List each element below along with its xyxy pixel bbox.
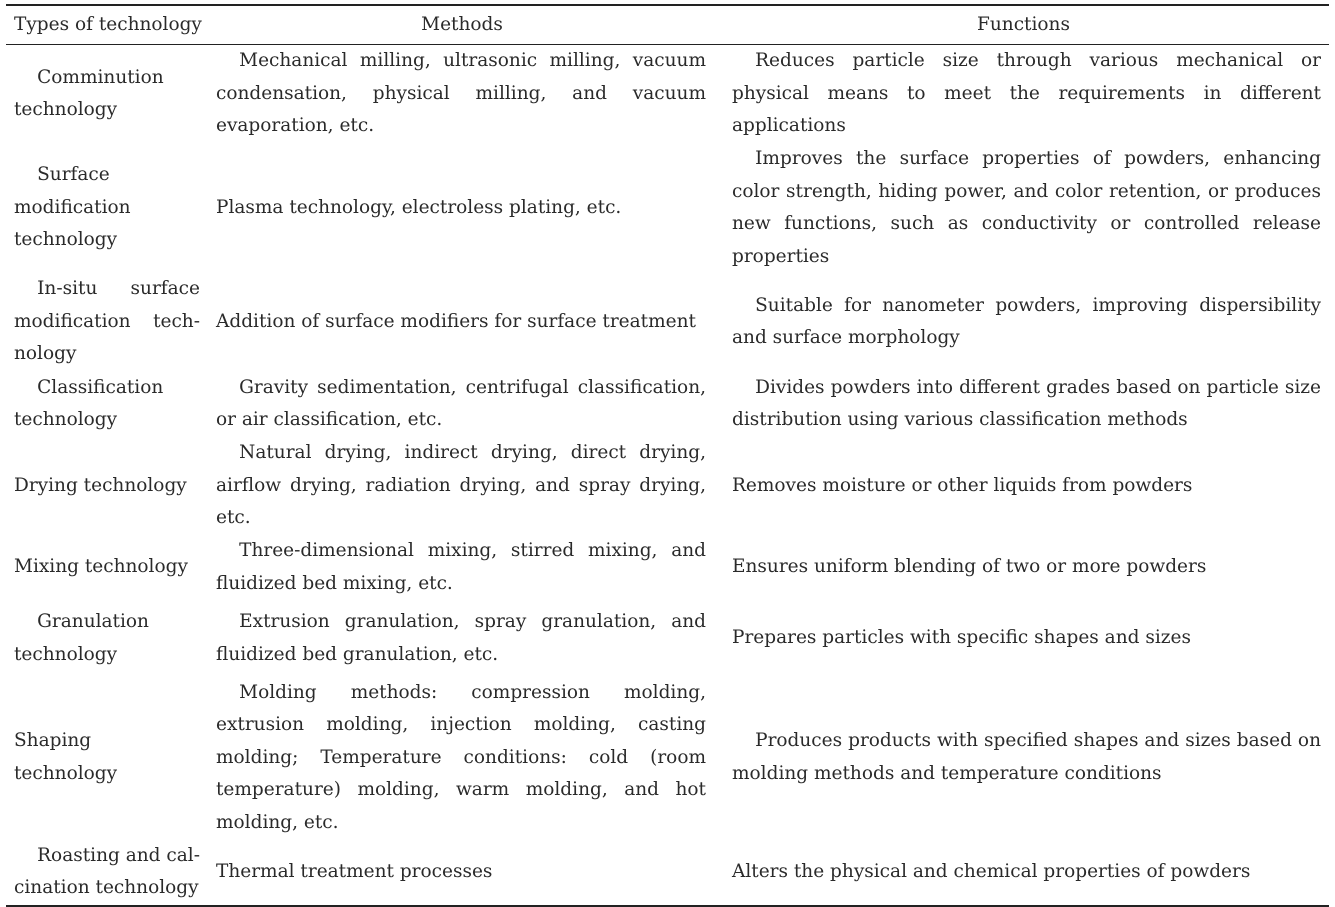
cell-type: Roasting and calcination technology	[14, 844, 200, 898]
cell-functions: Divides powders into different grades based on particle size distribution using various classification methods	[732, 376, 1321, 430]
table-row	[6, 437, 1329, 535]
cell-methods: Natural drying, indirect drying, direct drying, airflow drying, radiation drying, and spray drying, etc.	[216, 442, 706, 528]
cell-methods: Addition of surface modifiers for surface treatment	[216, 310, 696, 332]
cell-functions: Suitable for nanometer powders, improving dispersibility and surface morphology	[732, 294, 1321, 348]
table-row	[6, 677, 1329, 840]
cell-methods: Gravity sedimentation, centrifugal classification, or air classification, etc.	[216, 376, 706, 430]
table-row	[6, 839, 1329, 906]
table-row	[6, 601, 1329, 677]
cell-methods: Extrusion granulation, spray granulation, and fluidized bed granulation, etc.	[216, 611, 706, 665]
cell-functions: Produces products with specified shapes and sizes based on molding methods and temperature conditions	[732, 730, 1321, 784]
cell-functions: Removes moisture or other liquids from powders	[732, 474, 1193, 496]
cell-methods: Molding methods: compression molding, extrusion molding, injection molding, casting molding; Temperature conditions: cold (room temperature) molding, warm molding, and hot molding, etc.	[216, 681, 706, 833]
table-row	[6, 371, 1329, 437]
cell-methods: Mechanical milling, ultrasonic milling, vacuum condensation, physical milling, and vacuum evaporation, etc.	[216, 50, 706, 137]
cell-type: Drying technology	[14, 474, 187, 496]
cell-functions: Alters the physical and chemical properties of powders	[732, 860, 1251, 882]
cell-functions: Improves the surface properties of powders, enhancing color strength, hiding power, and color retention, or produces new functions, such as conductivity or controlled release properties	[732, 148, 1321, 267]
technology-table	[6, 4, 1329, 907]
cell-methods: Thermal treatment processes	[216, 860, 493, 882]
header-types-of-technology: Types of technology	[14, 13, 202, 35]
table-row	[6, 45, 1329, 144]
cell-type: In-situ surface modification technology	[14, 278, 200, 365]
cell-type: Comminution technology	[14, 66, 164, 120]
cell-methods: Three-dimensional mixing, stirred mixing, and fluidized bed mixing, etc.	[216, 540, 706, 594]
table-row	[6, 273, 1329, 371]
header-methods: Methods	[421, 13, 503, 35]
cell-type: Mixing technology	[14, 556, 188, 578]
table-header	[6, 5, 1329, 45]
cell-type: Granulation technology	[14, 611, 149, 665]
cell-functions: Reduces particle size through various mechanical or physical means to meet the requirements in different applications	[732, 50, 1321, 137]
cell-type: Classification technology	[14, 376, 164, 430]
cell-methods: Plasma technology, electroless plating, etc.	[216, 196, 622, 218]
table-row	[6, 143, 1329, 273]
cell-functions: Ensures uniform blending of two or more powders	[732, 556, 1207, 578]
table-row	[6, 535, 1329, 601]
table-body	[6, 45, 1329, 907]
header-functions: Functions	[977, 13, 1070, 35]
header-row	[6, 5, 1329, 45]
cell-type: Surface modification technology	[14, 164, 131, 251]
cell-functions: Prepares particles with specific shapes and sizes	[732, 627, 1191, 649]
cell-type: Shaping technology	[14, 730, 118, 784]
